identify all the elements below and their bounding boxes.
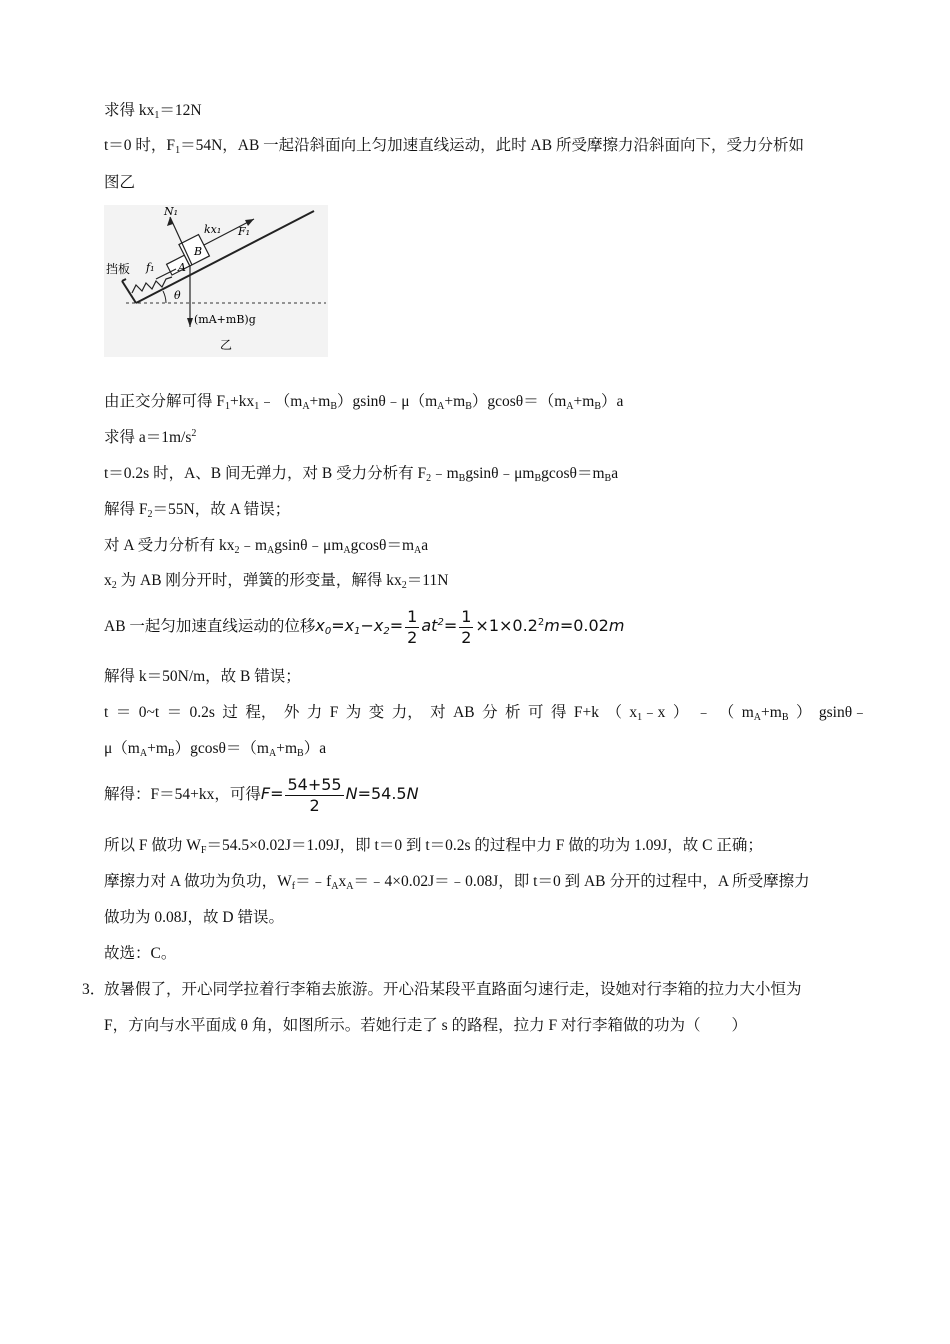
solution-line-3: 图乙 [104, 174, 136, 191]
label-theta: θ [174, 289, 181, 302]
force-diagram-figure [104, 205, 328, 357]
solution-line-11: 解得 k＝50N/m，故 B 错误； [104, 668, 301, 685]
solution-line-8: 对 A 受力分析有 $kx_2﹣m_Agsin\theta﹣\mu m_Agcos\theta=m_Aa$ [104, 537, 429, 556]
solution-line-13: $\mu(m_A+m_B)gcos\theta=(m_A+m_B)a$ [104, 740, 327, 759]
solution-line-4: 由正交分解可得 $F_1+kx_1﹣(m_A+m_B)gsin\theta﹣\mu(m_A+m_B)gcos\theta=(m_A+m_B)a$ [104, 393, 624, 412]
solution-line-15: 所以 F 做功 $W_F=54.5\times 0.02J=1.09J$，即 t＝0 到 t＝0.2s 的过程中力 F 做的功为 1.09J，故 C 正确； [104, 837, 763, 856]
label-kx1: kx₁ [204, 223, 222, 236]
solution-line-9: $x_2$ 为 AB 刚分开时，弹簧的形变量，解得 $kx_2=11N$ [104, 572, 449, 591]
question-3-number: 3． [82, 981, 106, 998]
solution-line-16: 摩擦力对 A 做功为负功，$W_f=﹣f_Ax_A=﹣4\times 0.02J=﹣0.08J$，即 t＝0 到 AB 分开的过程中，A 所受摩擦力 [104, 873, 810, 892]
solution-line-7: 解得 $F_2=55N$，故 A 错误； [104, 501, 291, 520]
solution-line-18: 故选：C。 [104, 945, 177, 962]
label-n1: N₁ [164, 205, 179, 218]
solution-line-14: 解得：F＝54+kx，可得F= $\frac{54+55}{2}$ N=54.5N [104, 775, 419, 815]
label-block-b: B [194, 245, 203, 258]
label-block-a: A [178, 261, 186, 274]
solution-line-2: t＝0 时，$F_1=54N$，AB 一起沿斜面向上匀加速直线运动，此时 AB 所受摩擦力沿斜面向下，受力分析如 [104, 137, 804, 156]
label-f1-friction: f₁ [146, 261, 155, 274]
question-3-line-1: 放暑假了，开心同学拉着行李箱去旅游。开心沿某段平直路面匀速行走，设她对行李箱的拉力大小恒为 [104, 981, 802, 998]
solution-line-10: AB 一起匀加速直线运动的位移$x_0=x_1-x_2=$ $\frac{1}{2}$ $at^2=$ $\frac{1}{2}$ $\times 1\times 0.2^2m=0.02m$ [104, 607, 625, 647]
solution-line-1: 求得 $kx_1=12N$ [104, 102, 202, 121]
solution-line-5: 求得 $a=1m/s^2$ [104, 428, 197, 446]
label-gravity: (mA+mB)g [194, 313, 256, 326]
label-board: 挡板 [106, 262, 131, 276]
solution-line-6: t＝0.2s 时，A、B 间无弹力，对 B 受力分析有 $F_2﹣m_Bgsin\theta﹣\mu m_Bgcos\theta=m_Ba$ [104, 465, 619, 484]
label-f1: F₁ [238, 225, 251, 238]
figure-caption: 乙 [220, 338, 233, 352]
question-3-line-2: F，方向与水平面成 θ 角，如图所示。若她行走了 s 的路程，拉力 F 对行李箱做的功为（ ） [104, 1017, 747, 1034]
solution-line-17: 做功为 0.08J，故 D 错误。 [104, 909, 284, 926]
solution-line-12: t ＝ 0~t ＝ 0.2s 过 程， 外 力 F 为 变 力， 对 AB 分 析 可 得 F+k （ $x_1﹣x$ ） ﹣ （ $m_A+m_B$ ） gsinθ﹣ [104, 704, 868, 723]
